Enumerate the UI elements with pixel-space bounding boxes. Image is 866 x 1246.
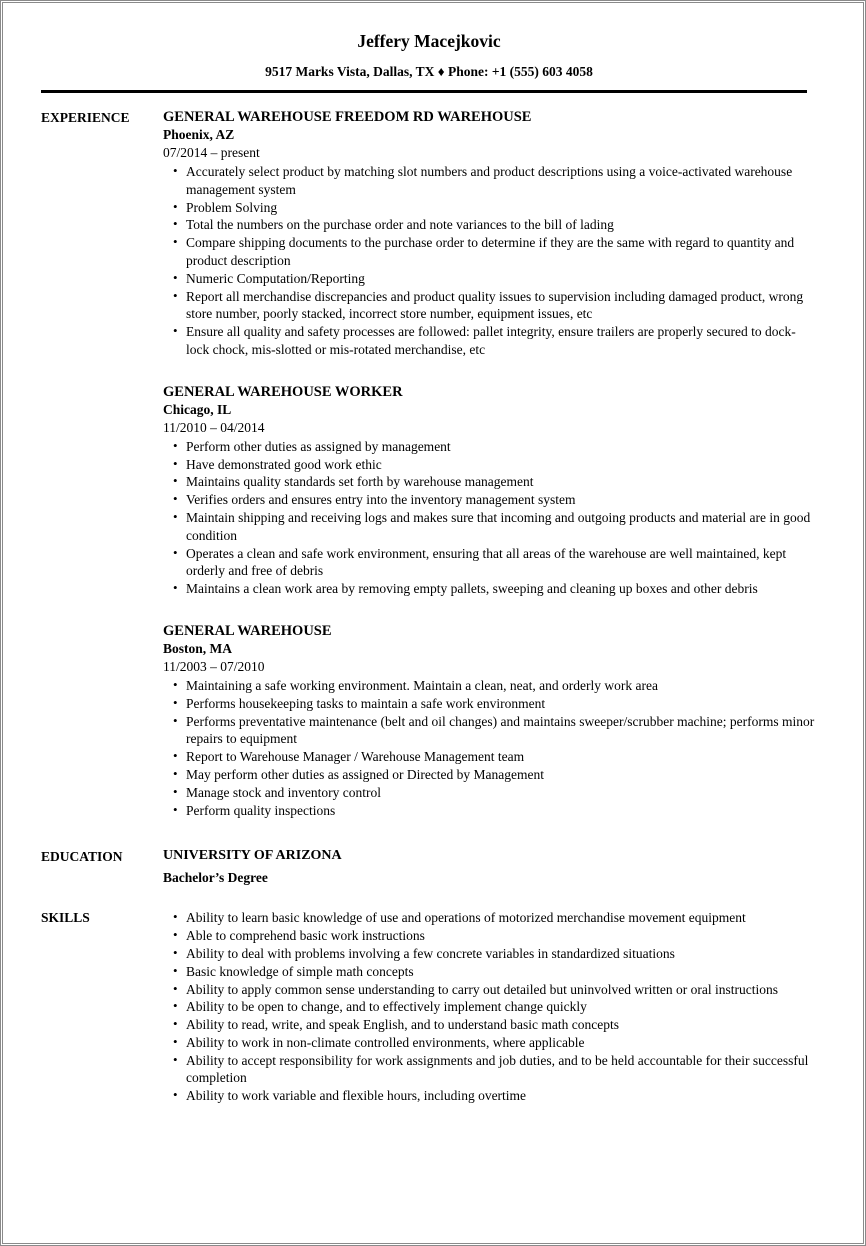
bullet-item: • Operates a clean and safe work environment, ensuring that all areas of the warehouse are well maintained, kept orderly and free of debris — [173, 545, 817, 581]
candidate-name: Jeffery Macejkovic — [357, 31, 501, 51]
experience-section-content — [163, 108, 817, 819]
skills-section-content — [163, 908, 817, 1105]
bullet-item: • Report all merchandise discrepancies and product quality issues to supervision including damaged product, wrong store number, poorly stacked, incorrect store number, equipment issues, etc — [173, 288, 817, 324]
skill-item: • Ability to be open to change, and to effectively implement change quickly — [173, 998, 817, 1016]
job-bullet-list — [163, 163, 817, 359]
skill-item: • Basic knowledge of simple math concepts — [173, 963, 817, 981]
skills-section-label: SKILLS — [41, 910, 90, 926]
bullet-item: • Report to Warehouse Manager / Warehouse Management team — [173, 748, 817, 766]
bullet-item: • Performs preventative maintenance (belt and oil changes) and maintains sweeper/scrubber machine; performs minor repairs to equipment — [173, 713, 817, 749]
bullet-item: • Maintaining a safe working environment. Maintain a clean, neat, and orderly work area — [173, 677, 817, 695]
job-title: GENERAL WAREHOUSE FREEDOM RD WAREHOUSE — [163, 109, 532, 125]
bullet-item: • Maintains quality standards set forth by warehouse management — [173, 473, 817, 491]
bullet-item: • Perform other duties as assigned by management — [173, 438, 817, 456]
skill-item: • Ability to read, write, and speak English, and to understand basic math concepts — [173, 1016, 817, 1034]
education-section — [41, 847, 817, 887]
bullet-item: • Perform quality inspections — [173, 802, 817, 820]
skill-item: • Ability to work variable and flexible hours, including overtime — [173, 1087, 817, 1105]
bullet-item: • Problem Solving — [173, 199, 817, 217]
job-bullet-list — [163, 438, 817, 598]
job-title: GENERAL WAREHOUSE — [163, 622, 332, 639]
contact-line: 9517 Marks Vista, Dallas, TX ♦ Phone: +1 (555) 603 4058 — [265, 64, 593, 79]
bullet-item: • Performs housekeeping tasks to maintain a safe work environment — [173, 695, 817, 713]
bullet-item: • Manage stock and inventory control — [173, 784, 817, 802]
education-section-label: EDUCATION — [41, 849, 123, 865]
job-entry-1 — [163, 108, 817, 359]
skill-item: • Able to comprehend basic work instructions — [173, 927, 817, 945]
education-degree: Bachelor’s Degree — [163, 870, 268, 886]
bullet-item: • Have demonstrated good work ethic — [173, 456, 817, 474]
job-dates: 11/2003 – 07/2010 — [163, 658, 265, 674]
job-title: GENERAL WAREHOUSE WORKER — [163, 383, 403, 400]
job-location: Chicago, IL — [163, 401, 232, 417]
job-dates: 07/2014 – present — [163, 145, 260, 160]
skills-bullet-list — [163, 909, 817, 1105]
bullet-item: • May perform other duties as assigned or Directed by Management — [173, 766, 817, 784]
header-divider — [41, 90, 807, 93]
bullet-item: • Maintain shipping and receiving logs and makes sure that incoming and outgoing products and material are in good condition — [173, 509, 817, 545]
skill-item: • Ability to work in non-climate controlled environments, where applicable — [173, 1034, 817, 1052]
bullet-item: • Accurately select product by matching slot numbers and product descriptions using a voice-activated warehouse management system — [173, 163, 817, 199]
job-bullet-list — [163, 677, 817, 819]
experience-section-label: EXPERIENCE — [41, 110, 130, 125]
bullet-item: • Total the numbers on the purchase order and note variances to the bill of lading — [173, 216, 817, 234]
bullet-item: • Numeric Computation/Reporting — [173, 270, 817, 288]
document-header — [41, 31, 817, 80]
job-entry-2 — [163, 383, 817, 598]
resume-page-inner — [2, 2, 864, 1244]
bullet-item: • Verifies orders and ensures entry into the inventory management system — [173, 491, 817, 509]
skill-item: • Ability to learn basic knowledge of use and operations of motorized merchandise movement equipment — [173, 909, 817, 927]
experience-section — [41, 108, 817, 819]
document-body — [41, 108, 817, 1105]
job-entry-3 — [163, 622, 817, 819]
education-section-content — [163, 847, 817, 887]
job-location: Phoenix, AZ — [163, 127, 235, 142]
job-location: Boston, MA — [163, 640, 233, 656]
skill-item: • Ability to apply common sense understanding to carry out detailed but uninvolved written or oral instructions — [173, 981, 817, 999]
skill-item: • Ability to deal with problems involving a few concrete variables in standardized situations — [173, 945, 817, 963]
bullet-item: • Compare shipping documents to the purchase order to determine if they are the same with regard to quantity and product description — [173, 234, 817, 270]
skills-section — [41, 908, 817, 1105]
bullet-item: • Ensure all quality and safety processes are followed: pallet integrity, ensure trailers are properly secured to dock-lock chock, mis-slotted or mis-rotated merchandise, etc — [173, 323, 817, 359]
bullet-item: • Maintains a clean work area by removing empty pallets, sweeping and cleaning up boxes and other debris — [173, 580, 817, 598]
job-dates: 11/2010 – 04/2014 — [163, 419, 265, 435]
skill-item: • Ability to accept responsibility for work assignments and job duties, and to be held accountable for their successful completion — [173, 1052, 817, 1088]
education-school: UNIVERSITY OF ARIZONA — [163, 848, 342, 864]
